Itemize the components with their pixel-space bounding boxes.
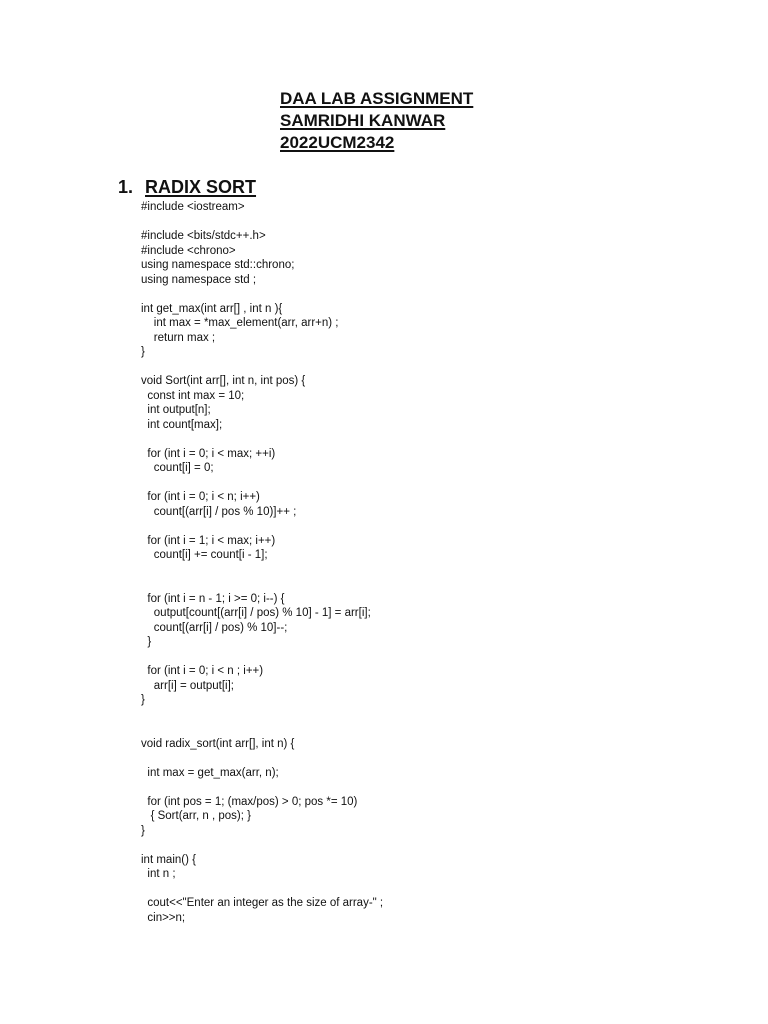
code-line: return max ; bbox=[141, 331, 216, 344]
code-line: int main() { bbox=[141, 853, 196, 866]
student-name: SAMRIDHI KANWAR bbox=[280, 111, 446, 130]
code-line: #include <bits/stdc++.h> bbox=[141, 230, 266, 242]
code-line: const int max = 10; bbox=[141, 389, 245, 402]
roll-number: 2022UCM2342 bbox=[280, 133, 395, 152]
code-line: } bbox=[141, 346, 145, 358]
code-line: void radix_sort(int arr[], int n) { bbox=[141, 737, 295, 750]
code-line bbox=[141, 838, 701, 853]
section-number: 1. bbox=[118, 177, 134, 197]
code-line: count[i] += count[i - 1]; bbox=[141, 549, 268, 561]
code-line: for (int i = n - 1; i >= 0; i--) { bbox=[141, 592, 285, 605]
title-block bbox=[280, 88, 680, 154]
section-title: RADIX SORT bbox=[145, 177, 257, 197]
code-line: cin>>n; bbox=[141, 911, 186, 924]
code-line: int max = *max_element(arr, arr+n) ; bbox=[141, 317, 339, 329]
code-line: int n ; bbox=[141, 868, 176, 880]
code-line bbox=[141, 432, 701, 447]
code-line bbox=[141, 360, 701, 375]
code-line: arr[i] = output[i]; bbox=[141, 679, 234, 692]
code-line bbox=[141, 882, 701, 897]
code-line bbox=[141, 287, 701, 302]
code-line bbox=[141, 780, 701, 795]
code-line: for (int i = 1; i < max; i++) bbox=[141, 534, 276, 547]
code-line: count[(arr[i] / pos) % 10]--; bbox=[141, 621, 288, 634]
code-line: for (int i = 0; i < n; i++) bbox=[141, 491, 260, 503]
code-line bbox=[141, 563, 701, 578]
section-heading bbox=[118, 176, 256, 198]
code-line bbox=[141, 476, 701, 491]
code-line: count[i] = 0; bbox=[141, 462, 214, 474]
code-line: output[count[(arr[i] / pos) % 10] - 1] = arr[i]; bbox=[141, 607, 371, 619]
code-line: using namespace std ; bbox=[141, 273, 257, 286]
code-line bbox=[141, 722, 701, 737]
code-block bbox=[141, 200, 701, 925]
code-line: #include <chrono> bbox=[141, 244, 236, 257]
code-line bbox=[141, 215, 701, 230]
code-line bbox=[141, 751, 701, 766]
code-line bbox=[141, 577, 701, 592]
assignment-title: DAA LAB ASSIGNMENT bbox=[280, 89, 474, 108]
code-line bbox=[141, 519, 701, 534]
code-line: void Sort(int arr[], int n, int pos) { bbox=[141, 375, 306, 387]
code-line: int max = get_max(arr, n); bbox=[141, 766, 279, 779]
code-line: for (int i = 0; i < max; ++i) bbox=[141, 447, 276, 460]
code-line: #include <iostream> bbox=[141, 201, 245, 213]
code-line bbox=[141, 650, 701, 665]
code-line: using namespace std::chrono; bbox=[141, 259, 295, 271]
code-line: for (int i = 0; i < n ; i++) bbox=[141, 665, 264, 677]
code-line: { Sort(arr, n , pos); } bbox=[141, 810, 251, 822]
code-line: } bbox=[141, 636, 152, 648]
code-line: count[(arr[i] / pos % 10)]++ ; bbox=[141, 505, 297, 518]
code-line bbox=[141, 708, 701, 723]
code-line: int get_max(int arr[] , int n ){ bbox=[141, 302, 283, 315]
code-line: } bbox=[141, 694, 145, 706]
code-line: int count[max]; bbox=[141, 418, 223, 431]
code-line: cout<<"Enter an integer as the size of array-" ; bbox=[141, 897, 384, 909]
code-line: int output[n]; bbox=[141, 404, 211, 416]
code-line: } bbox=[141, 824, 145, 837]
code-line: for (int pos = 1; (max/pos) > 0; pos *= 10) bbox=[141, 795, 358, 808]
